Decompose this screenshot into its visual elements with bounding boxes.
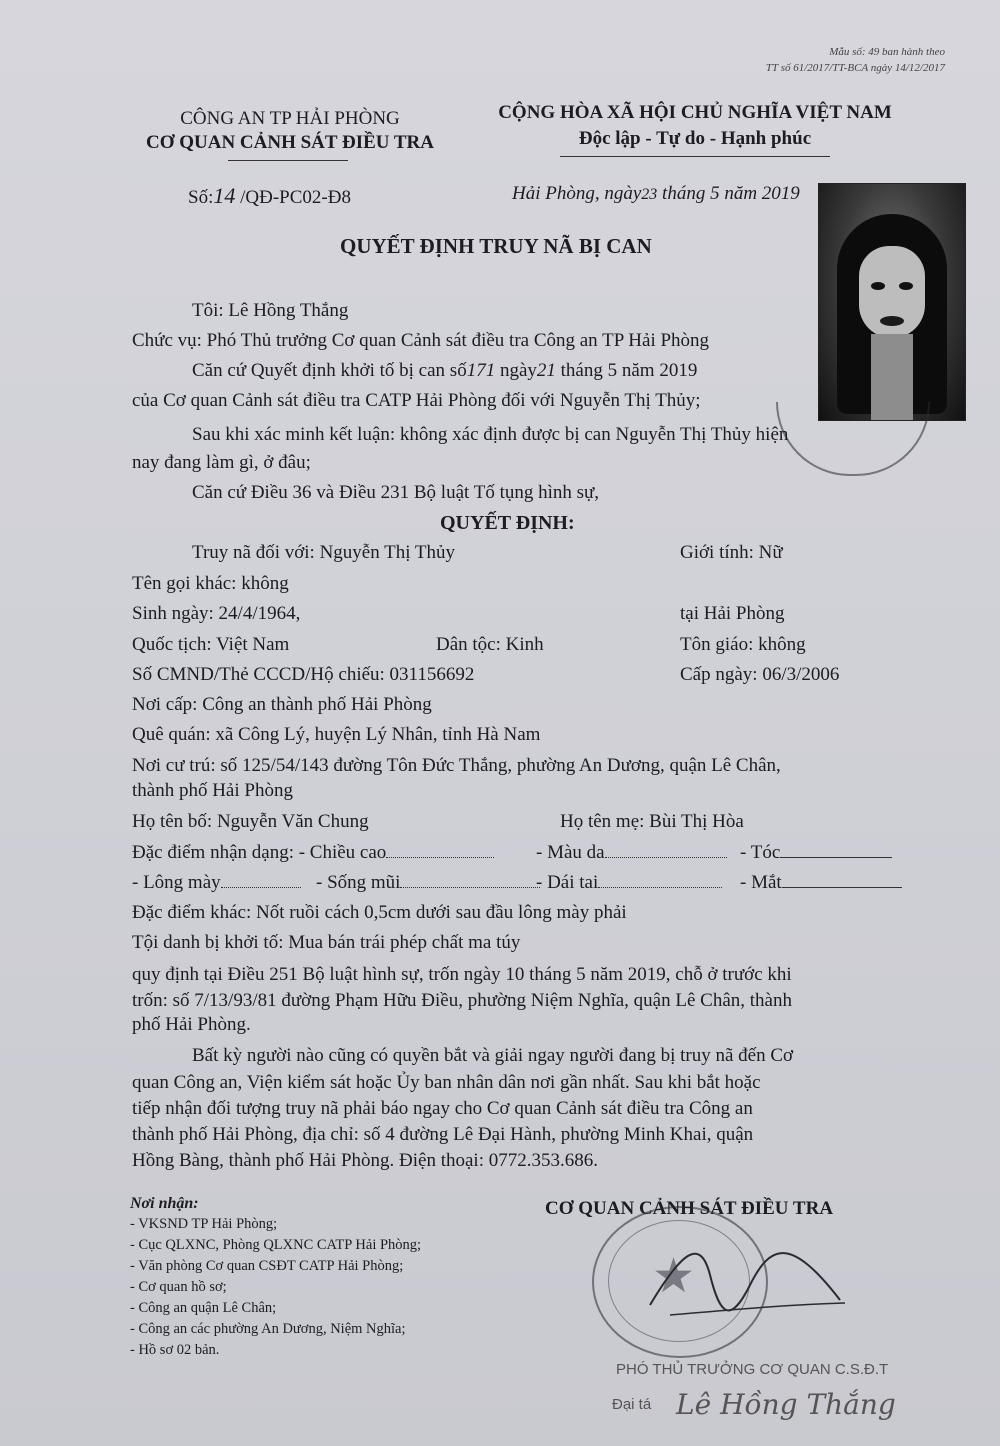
notice-line-2: quan Công an, Viện kiểm sát hoặc Ủy ban nhân dân nơi gần nhất. Sau khi bắt hoặc [132,1072,761,1093]
residence-line-2: thành phố Hải Phòng [132,780,293,801]
features-eyebrows: - Lông mày [132,872,301,894]
alias: Tên gọi khác: không [132,573,289,594]
recipient-item: - Công an quận Lê Chân; [130,1300,277,1316]
signer-name: Lê Hồng Thắng [676,1388,896,1421]
header-left-underline [228,160,348,161]
verification-line-2: nay đang làm gì, ở đâu; [132,452,311,473]
recipient-item: - Công an các phường An Dương, Niệm Nghĩa; [130,1321,406,1337]
department-name: CƠ QUAN CẢNH SÁT ĐIỀU TRA [145,132,435,153]
basis-line-2: của Cơ quan Cảnh sát điều tra CATP Hải Phòng đối với Nguyễn Thị Thủy; [132,390,701,411]
recipients-heading: Nơi nhận: [130,1195,199,1212]
birth-date: Sinh ngày: 24/4/1964, [132,603,301,624]
recipient-item: - Cơ quan hồ sơ; [130,1279,227,1295]
features-height: Đặc điểm nhận dạng: - Chiều cao [132,842,494,864]
legal-basis: Căn cứ Điều 36 và Điều 231 Bộ luật Tố tụng hình sự, [192,482,600,503]
id-issue-place: Nơi cấp: Công an thành phố Hải Phòng [132,694,432,715]
form-note-line1: Mẫu số: 49 ban hành theo [829,46,945,58]
charge-detail-1: quy định tại Điều 251 Bộ luật hình sự, trốn ngày 10 tháng 5 năm 2019, chỗ ở trước khi [132,964,792,985]
religion: Tôn giáo: không [680,634,806,655]
number-handwritten: 14 [213,183,236,208]
notice-line-3: tiếp nhận đối tượng truy nã phải báo ngay cho Cơ quan Cảnh sát điều tra Công an [132,1098,753,1119]
form-note-line2: TT số 61/2017/TT-BCA ngày 14/12/2017 [765,62,945,74]
wanted-name: Truy nã đối với: Nguyễn Thị Thủy [192,542,456,563]
decision-heading: QUYẾT ĐỊNH: [440,512,575,534]
features-eyes: - Mắt [740,872,902,894]
charge-detail-3: phố Hải Phòng. [132,1014,251,1035]
signing-agency: CƠ QUAN CẢNH SÁT ĐIỀU TRA [545,1198,834,1219]
notice-line-4: thành phố Hải Phòng, địa chỉ: số 4 đường Lê Đại Hành, phường Minh Khai, quận [132,1124,754,1145]
charge: Tội danh bị khởi tố: Mua bán trái phép chất ma túy [132,932,521,953]
features-ears: - Dái tai [536,872,722,894]
notice-line-1: Bất kỳ người nào cũng có quyền bắt và giải ngay người đang bị truy nã đến Cơ [192,1045,794,1066]
other-features: Đặc điểm khác: Nốt ruồi cách 0,5cm dưới sau đầu lông mày phải [132,902,627,923]
motto: Độc lập - Tự do - Hạnh phúc [578,128,812,149]
recipient-item: - Cục QLXNC, Phòng QLXNC CATP Hải Phòng; [130,1237,422,1253]
recipient-item: - Hồ sơ 02 bản. [130,1342,220,1358]
header-right-underline [560,156,830,157]
mother-name: Họ tên mẹ: Bùi Thị Hòa [560,811,744,832]
features-hair: - Tóc [740,842,892,864]
country-name: CỘNG HÒA XÃ HỘI CHỦ NGHĨA VIỆT NAM [498,102,892,123]
residence-line-1: Nơi cư trú: số 125/54/143 đường Tôn Đức Thắng, phường An Dương, quận Lê Chân, [132,755,781,776]
photo-stamp [776,402,930,476]
issuer: Tôi: Lê Hồng Thắng [192,300,349,321]
nationality: Quốc tịch: Việt Nam [132,634,290,655]
notice-line-5: Hồng Bàng, thành phố Hải Phòng. Điện thoại: 0772.353.686. [132,1150,598,1171]
document-title: QUYẾT ĐỊNH TRUY NÃ BỊ CAN [340,234,652,258]
document-number: Số:14 /QĐ-PC02-Đ8 [188,183,351,208]
ethnicity: Dân tộc: Kinh [436,634,544,655]
agency-name: CÔNG AN TP HẢI PHÒNG [180,108,400,129]
place-date: Hải Phòng, ngày23 tháng 5 năm 2019 [512,183,800,204]
verification-line-1: Sau khi xác minh kết luận: không xác định được bị can Nguyễn Thị Thủy hiện [192,424,789,445]
charge-detail-2: trốn: số 7/13/93/81 đường Phạm Hữu Điều, phường Niệm Nghĩa, quận Lê Chân, thành [132,990,792,1011]
birthplace: tại Hải Phòng [680,603,785,624]
issuer-position: Chức vụ: Phó Thủ trưởng Cơ quan Cảnh sát điều tra Công an TP Hải Phòng [132,330,710,351]
id-issue-date: Cấp ngày: 06/3/2006 [680,664,840,685]
hometown: Quê quán: xã Công Lý, huyện Lý Nhân, tỉnh Hà Nam [132,724,541,745]
handwritten-signature [640,1215,850,1335]
official-seal: ★ [592,1206,768,1358]
features-nose: - Sống mũi [316,872,540,894]
father-name: Họ tên bố: Nguyễn Văn Chung [132,811,369,832]
signer-title: PHÓ THỦ TRƯỞNG CƠ QUAN C.S.Đ.T [616,1361,889,1378]
basis-line: Căn cứ Quyết định khởi tố bị can số171 ngày21 tháng 5 năm 2019 [192,360,698,381]
signer-rank: Đại tá [612,1396,652,1413]
suspect-photo [818,183,966,421]
recipient-item: - Văn phòng Cơ quan CSĐT CATP Hải Phòng; [130,1258,404,1274]
recipient-item: - VKSND TP Hải Phòng; [130,1216,278,1232]
features-skin: - Màu da [536,842,727,864]
id-number: Số CMND/Thẻ CCCD/Hộ chiếu: 031156692 [132,664,475,685]
gender: Giới tính: Nữ [680,542,783,563]
